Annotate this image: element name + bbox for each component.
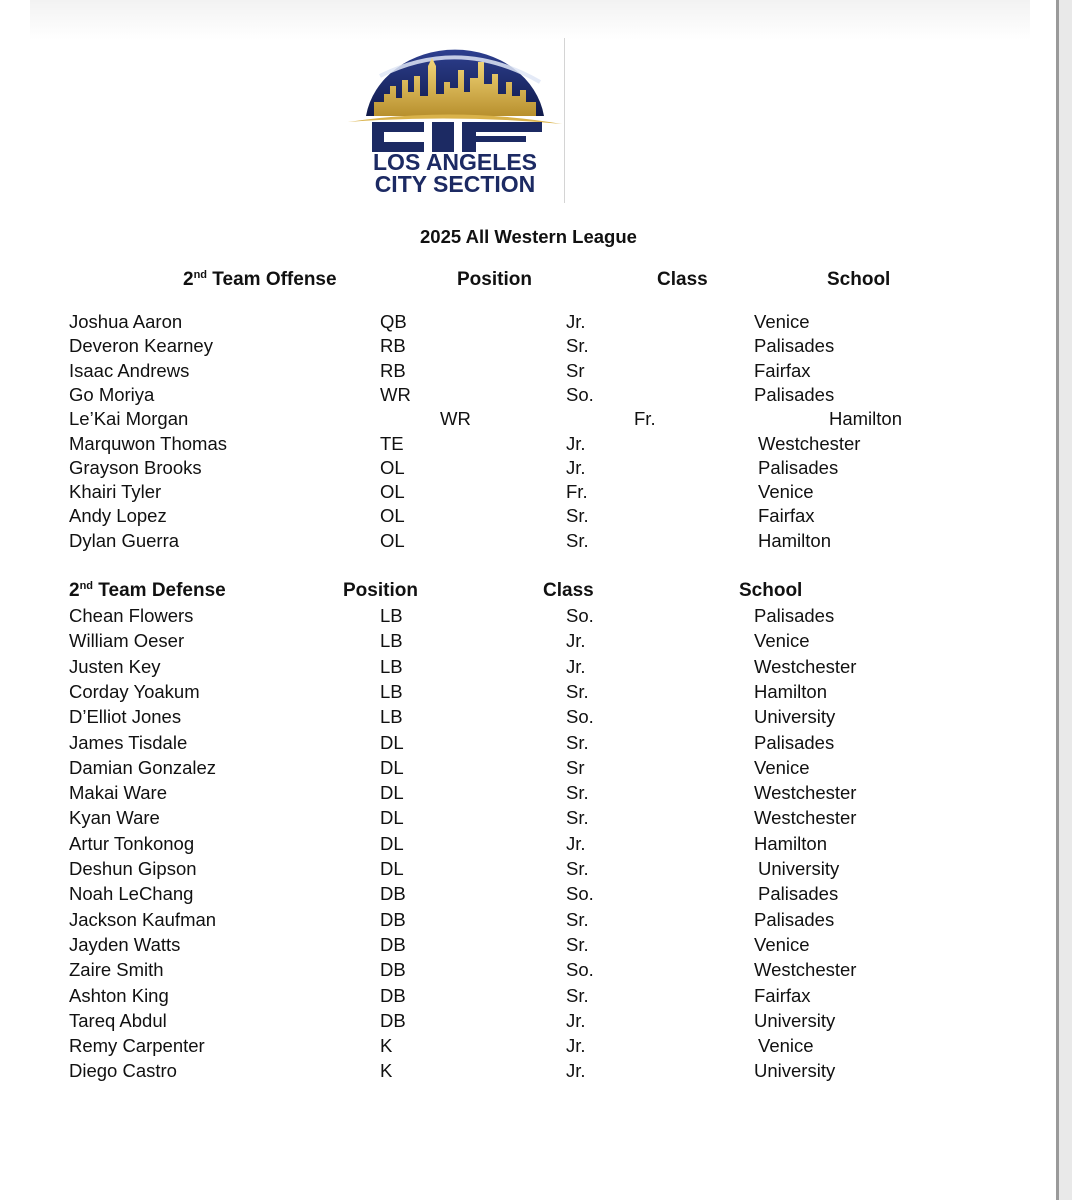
- table-row: [0, 360, 1050, 384]
- table-row: [0, 681, 1050, 705]
- player-class: Sr.: [566, 908, 589, 930]
- player-school: Fairfax: [754, 984, 811, 1006]
- player-position: K: [380, 1060, 393, 1082]
- player-name: Noah LeChang: [69, 883, 194, 905]
- player-name: Andy Lopez: [69, 505, 167, 527]
- player-school: Palisades: [754, 908, 835, 930]
- player-name: Diego Castro: [69, 1060, 177, 1082]
- player-class: Sr.: [566, 782, 589, 804]
- table-row: [0, 706, 1050, 730]
- table-row: [0, 1010, 1050, 1034]
- player-position: DL: [380, 832, 404, 854]
- table-row: [0, 782, 1050, 806]
- table-row: [0, 530, 1050, 554]
- player-class: Jr.: [566, 311, 586, 332]
- player-school: Westchester: [758, 432, 861, 454]
- player-name: Ashton King: [69, 984, 169, 1006]
- player-school: Westchester: [754, 655, 857, 677]
- table-row: [0, 433, 1050, 457]
- player-school: Palisades: [754, 731, 835, 753]
- player-school: Fairfax: [754, 359, 811, 381]
- player-name: Joshua Aaron: [69, 311, 183, 332]
- player-position: DL: [380, 858, 404, 879]
- player-position: LB: [380, 630, 403, 652]
- player-class: Jr.: [566, 456, 586, 478]
- player-position: RB: [380, 335, 406, 357]
- player-name: Grayson Brooks: [69, 456, 202, 478]
- player-name: James Tisdale: [69, 731, 188, 753]
- defense-position-header: Position: [343, 580, 418, 601]
- player-position: LB: [380, 605, 403, 626]
- player-name: Makai Ware: [69, 782, 168, 804]
- player-class: Sr.: [566, 335, 589, 357]
- player-class: Jr.: [566, 832, 586, 854]
- defense-header-ordinal: nd: [79, 580, 94, 592]
- logo-text-line1: LOS ANGELES: [373, 149, 537, 175]
- player-name: Marquwon Thomas: [69, 432, 228, 454]
- table-row: [0, 1035, 1050, 1059]
- table-row: [0, 481, 1050, 505]
- player-name: Justen Key: [69, 655, 161, 677]
- player-school: Venice: [754, 311, 810, 332]
- table-row: [0, 311, 1050, 335]
- offense-school-header: School: [827, 269, 891, 290]
- offense-header-label: Team Offense: [207, 269, 337, 290]
- player-position: DL: [380, 807, 404, 829]
- player-school: Palisades: [758, 883, 839, 905]
- logo-cif-letters: [372, 122, 542, 152]
- player-name: Damian Gonzalez: [69, 756, 217, 778]
- player-class: Sr.: [566, 858, 589, 879]
- table-row: [0, 408, 1050, 432]
- player-school: Venice: [758, 481, 814, 503]
- player-name: Chean Flowers: [69, 605, 194, 626]
- player-class: So.: [566, 605, 594, 626]
- player-school: University: [754, 706, 836, 728]
- player-name: Jackson Kaufman: [69, 908, 217, 930]
- player-class: Sr.: [566, 807, 589, 829]
- player-position: LB: [380, 655, 403, 677]
- player-school: University: [754, 1060, 836, 1082]
- player-school: Hamilton: [754, 680, 827, 702]
- table-row: [0, 630, 1050, 654]
- player-position: DL: [380, 756, 404, 778]
- player-school: Westchester: [754, 782, 857, 804]
- player-class: Jr.: [566, 630, 586, 652]
- player-position: DB: [380, 984, 406, 1006]
- player-position: DB: [380, 959, 406, 981]
- offense-class-header: Class: [657, 269, 708, 290]
- player-name: D’Elliot Jones: [69, 706, 182, 728]
- player-position: LB: [380, 680, 403, 702]
- cif-logo: [340, 36, 570, 206]
- player-name: Deshun Gipson: [69, 858, 197, 879]
- player-school: Fairfax: [758, 505, 815, 527]
- defense-school-header: School: [739, 580, 803, 601]
- player-position: OL: [380, 505, 405, 527]
- player-class: So.: [566, 383, 594, 405]
- player-school: Palisades: [754, 605, 835, 626]
- player-class: Sr.: [566, 505, 589, 527]
- defense-class-header: Class: [543, 580, 594, 601]
- logo-text-line2: CITY SECTION: [374, 171, 536, 197]
- player-class: Fr.: [634, 408, 656, 430]
- player-school: Venice: [758, 1035, 814, 1057]
- player-class: Sr: [566, 756, 585, 778]
- defense-header-label: Team Defense: [93, 580, 226, 601]
- player-position: RB: [380, 359, 406, 381]
- player-position: K: [380, 1035, 393, 1057]
- player-school: Westchester: [754, 807, 857, 829]
- player-name: Go Moriya: [69, 383, 155, 405]
- table-row: [0, 959, 1050, 983]
- player-position: OL: [380, 456, 405, 478]
- offense-header-ordinal: nd: [193, 269, 208, 281]
- table-row: [0, 883, 1050, 907]
- table-row: [0, 858, 1050, 882]
- player-name: Remy Carpenter: [69, 1035, 205, 1057]
- top-shadow: [30, 0, 1030, 40]
- table-row: [0, 934, 1050, 958]
- player-position: DL: [380, 782, 404, 804]
- player-class: Jr.: [566, 1009, 586, 1031]
- player-position: WR: [440, 408, 471, 430]
- player-position: LB: [380, 706, 403, 728]
- player-school: Venice: [754, 630, 810, 652]
- document-title: 2025 All Western League: [420, 226, 637, 247]
- player-class: Fr.: [566, 481, 588, 503]
- offense-team-header: [183, 269, 337, 291]
- player-class: Sr: [566, 359, 585, 381]
- player-school: Palisades: [758, 456, 839, 478]
- player-class: So.: [566, 883, 594, 905]
- table-row: [0, 605, 1050, 629]
- table-row: [0, 505, 1050, 529]
- player-class: Sr.: [566, 933, 589, 955]
- player-school: Hamilton: [758, 529, 831, 551]
- table-row: [0, 833, 1050, 857]
- page-edge-strip: [1059, 0, 1072, 1200]
- defense-header-number: 2: [69, 580, 80, 601]
- offense-header-number: 2: [183, 269, 194, 290]
- player-school: University: [758, 858, 840, 879]
- player-school: Palisades: [754, 335, 835, 357]
- player-name: Isaac Andrews: [69, 359, 190, 381]
- player-position: DB: [380, 883, 406, 905]
- player-name: Artur Tonkonog: [69, 832, 195, 854]
- table-row: [0, 985, 1050, 1009]
- player-school: Venice: [754, 933, 810, 955]
- player-name: Le’Kai Morgan: [69, 408, 189, 430]
- table-row: [0, 457, 1050, 481]
- offense-position-header: Position: [457, 269, 532, 290]
- table-row: [0, 807, 1050, 831]
- player-class: Sr.: [566, 731, 589, 753]
- player-school: Hamilton: [829, 408, 902, 430]
- player-name: Zaire Smith: [69, 959, 164, 981]
- table-row: [0, 656, 1050, 680]
- player-position: DL: [380, 731, 404, 753]
- player-name: Khairi Tyler: [69, 481, 162, 503]
- player-class: Sr.: [566, 680, 589, 702]
- player-class: So.: [566, 706, 594, 728]
- table-row: [0, 384, 1050, 408]
- player-position: DB: [380, 1009, 406, 1031]
- player-name: Dylan Guerra: [69, 529, 180, 551]
- player-position: WR: [380, 383, 411, 405]
- player-name: Deveron Kearney: [69, 335, 213, 357]
- player-position: QB: [380, 311, 407, 332]
- player-position: TE: [380, 432, 404, 454]
- player-class: So.: [566, 959, 594, 981]
- player-school: University: [754, 1009, 836, 1031]
- player-name: Corday Yoakum: [69, 680, 200, 702]
- player-class: Jr.: [566, 1060, 586, 1082]
- defense-team-header: [69, 580, 226, 602]
- table-row: [0, 732, 1050, 756]
- player-position: DB: [380, 908, 406, 930]
- table-row: [0, 757, 1050, 781]
- logo-divider-line: [564, 38, 565, 203]
- player-school: Hamilton: [754, 832, 827, 854]
- player-class: Jr.: [566, 655, 586, 677]
- player-position: OL: [380, 481, 405, 503]
- player-class: Jr.: [566, 1035, 586, 1057]
- player-name: Jayden Watts: [69, 933, 181, 955]
- player-name: Kyan Ware: [69, 807, 160, 829]
- table-row: [0, 909, 1050, 933]
- player-class: Sr.: [566, 984, 589, 1006]
- player-school: Palisades: [754, 383, 835, 405]
- table-row: [0, 1060, 1050, 1084]
- player-class: Sr.: [566, 529, 589, 551]
- table-row: [0, 335, 1050, 359]
- player-position: OL: [380, 529, 405, 551]
- player-school: Venice: [754, 756, 810, 778]
- player-position: DB: [380, 933, 406, 955]
- player-name: Tareq Abdul: [69, 1009, 167, 1031]
- player-class: Jr.: [566, 432, 586, 454]
- player-name: William Oeser: [69, 630, 185, 652]
- player-school: Westchester: [754, 959, 857, 981]
